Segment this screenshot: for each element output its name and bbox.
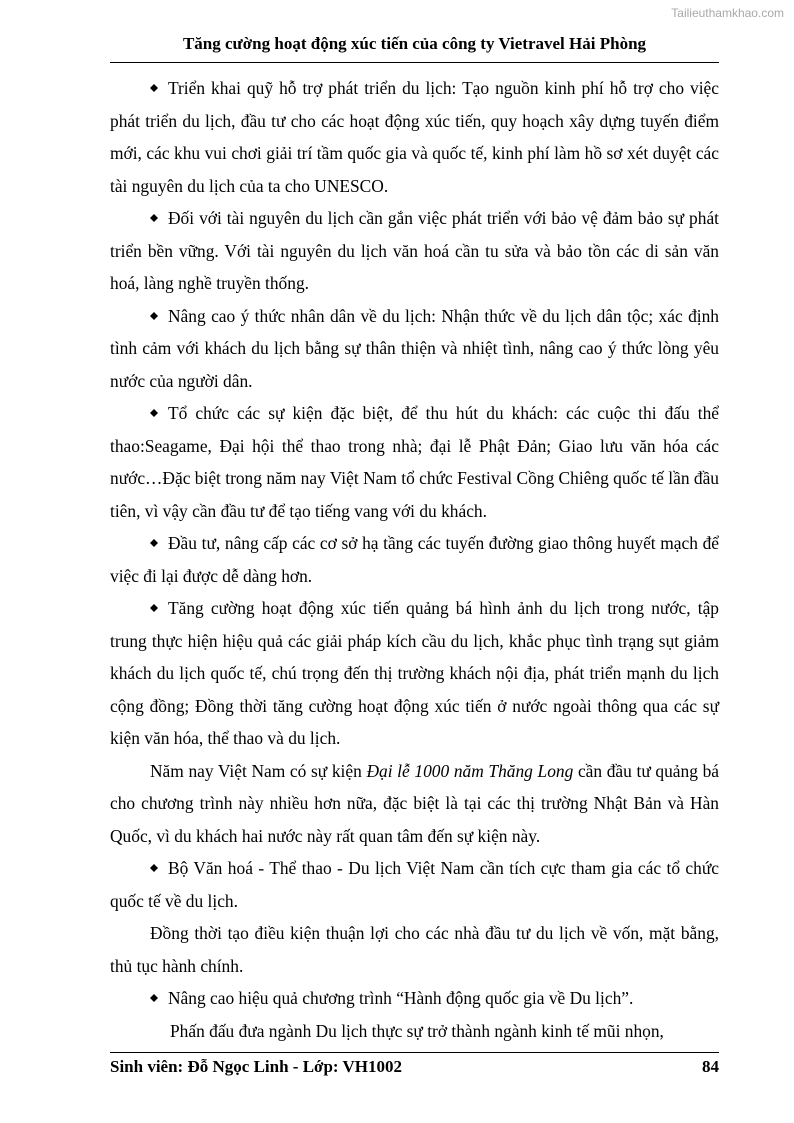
bullet-icon [150,409,158,417]
footer-student-info: Sinh viên: Đỗ Ngọc Linh - Lớp: VH1002 [110,1057,403,1076]
bullet-paragraph: Bộ Văn hoá - Thể thao - Du lịch Việt Nam cần tích cực tham gia các tổ chức quốc tế về du lịch. [110,858,719,911]
event-name: Đại lễ 1000 năm Thăng Long [366,760,574,781]
bullet-icon [150,604,158,612]
body-paragraph: Phấn đấu đưa ngành Du lịch thực sự trở thành ngành kinh tế mũi nhọn, [170,1020,664,1041]
bullet-icon [150,84,158,92]
bullet-paragraph: Nâng cao ý thức nhân dân về du lịch: Nhận thức về du lịch dân tộc; xác định tình cảm với khách du lịch bằng sự thân thiện và nhiệt tình, nâng cao ý thức lòng yêu nước của người dân. [110,305,719,391]
document-body [110,72,719,1047]
event-paragraph: Năm nay Việt Nam có sự kiện Đại lễ 1000 năm Thăng Long cần đầu tư quảng bá cho chương trình này nhiều hơn nữa, đặc biệt là tại các thị trường Nhật Bản và Hàn Quốc, vì du khách hai nước này rất quan tâm đến sự kiện này. [110,760,719,846]
header-divider [110,62,719,63]
bullet-icon [150,539,158,547]
footer-divider [110,1052,719,1053]
watermark: Tailieuthamkhao.com [671,6,784,20]
page-header-title: Tăng cường hoạt động xúc tiến của công ty Vietravel Hải Phòng [182,34,647,53]
bullet-paragraph: Tăng cường hoạt động xúc tiến quảng bá hình ảnh du lịch trong nước, tập trung thực hiện hiệu quả các giải pháp kích cầu du lịch, khắc phục tình trạng sụt giảm khách du lịch quốc tế, chú trọng đến thị trường khách nội địa, phát triển mạnh du lịch cộng đồng; Đồng thời tăng cường hoạt động xúc tiến ở nước ngoài thông qua các sự kiện văn hóa, thể thao và du lịch. [110,598,719,748]
bullet-icon [150,864,158,872]
bullet-icon [150,312,158,320]
bullet-paragraph: Tổ chức các sự kiện đặc biệt, để thu hút du khách: các cuộc thi đấu thể thao:Seagame, Đại hội thể thao trong nhà; đại lễ Phật Đản; Giao lưu văn hóa các nước…Đặc biệt trong năm nay Việt Nam tổ chức Festival Cồng Chiêng quốc tế lần đầu tiên, vì vậy cần đầu tư để tạo tiếng vang với du khách. [110,403,719,521]
bullet-icon [150,994,158,1002]
bullet-icon [150,214,158,222]
body-paragraph: Đồng thời tạo điều kiện thuận lợi cho các nhà đầu tư du lịch về vốn, mặt bằng, thủ tục hành chính. [110,923,719,976]
page-number: 84 [702,1057,719,1076]
bullet-paragraph: Triển khai quỹ hỗ trợ phát triển du lịch: Tạo nguồn kinh phí hỗ trợ cho việc phát triển du lịch, đầu tư cho các hoạt động xúc tiến, quy hoạch xây dựng tuyến điểm mới, các khu vui chơi giải trí tầm quốc gia và quốc tế, kinh phí làm hồ sơ xét duyệt các tài nguyên du lịch của ta cho UNESCO. [110,78,719,196]
bullet-paragraph: Đầu tư, nâng cấp các cơ sở hạ tầng các tuyến đường giao thông huyết mạch để việc đi lại được dễ dàng hơn. [110,533,719,586]
bullet-paragraph: Đối với tài nguyên du lịch cần gắn việc phát triển với bảo vệ đảm bảo sự phát triển bền vững. Với tài nguyên du lịch văn hoá cần tu sửa và bảo tồn các di sản văn hoá, làng nghề truyền thống. [110,208,719,293]
bullet-paragraph: Nâng cao hiệu quả chương trình “Hành động quốc gia về Du lịch”. [110,982,719,1015]
